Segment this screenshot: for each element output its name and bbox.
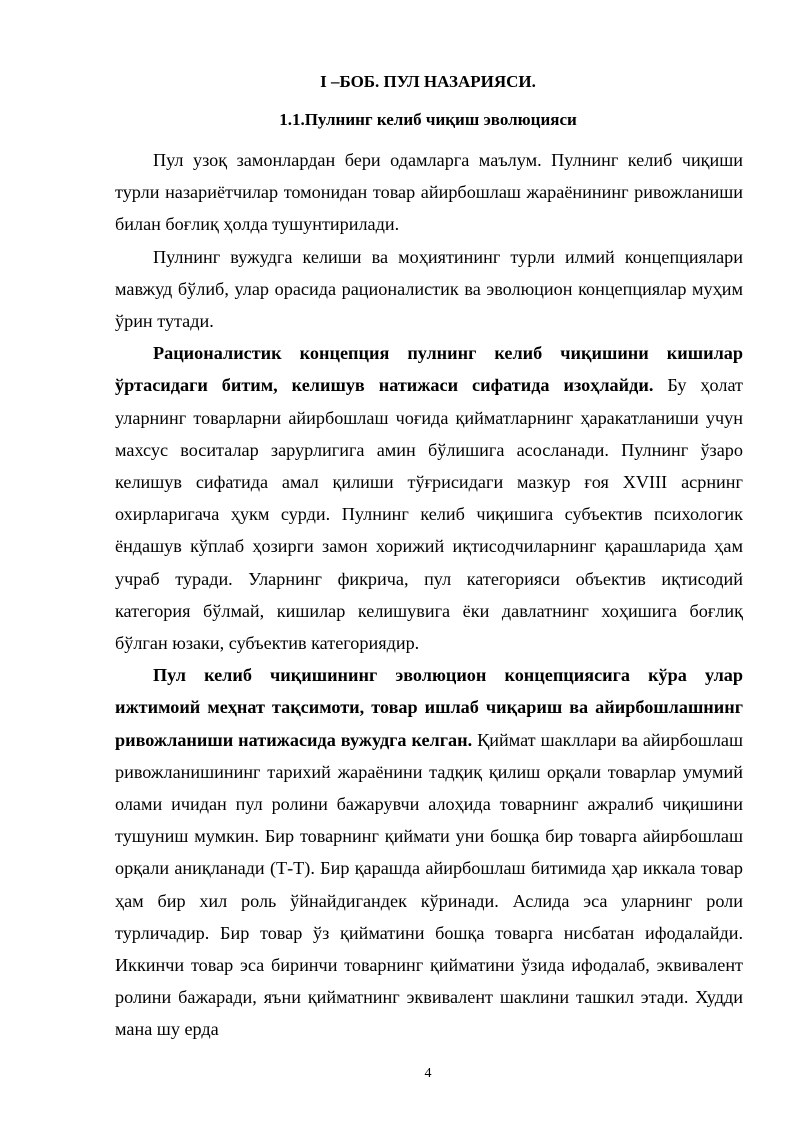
paragraph [115,241,743,338]
paragraph-text: Пул узоқ замонлардан бери одамларга маълум. Пулнинг келиб чиқиши турли назариётчилар томонидан товар айирбошлаш жараёнининг ривожланиши билан боғлиқ ҳолда тушунтирилади. [115,150,743,235]
section-title: 1.1.Пулнинг келиб чиқиш эволюцияси [279,110,577,129]
paragraph-text: Бу ҳолат уларнинг товарларни айирбошлаш чоғида қийматларнинг ҳаракатланиши учун махсус воситалар зарурлигига амин бўлишига асосланади. Пулнинг ўзаро келишув сифатида амал қилиши тўғрисидаги мазкур ғоя XVIII асрнинг охирларигача ҳукм сурди. Пулнинг келиб чиқишига субъектив психологик ёндашув кўплаб ҳозирги замон хорижий иқтисодчиларнинг қарашларида ҳам учраб туради. Уларнинг фикрича, пул категорияси объектив иқтисодий категория бўлмай, кишилар келишувига ёки давлатнинг хоҳишига боғлиқ бўлган юзаки, субъектив категориядир. [115,375,743,654]
paragraph-text: Қиймат шакллари ва айирбошлаш ривожланишининг тарихий жараёнини тадқиқ қилиш орқали товарлар умумий олами ичидан пул ролини бажарувчи алоҳида товарнинг ажралиб чиқишини тушуниш мумкин. Бир товарнинг қиймати уни бошқа бир товарга айирбошлаш орқали аниқланади (Т-Т). Бир қарашда айирбошлаш битимида ҳар иккала товар ҳам бир хил роль ўйнайдигандек кўринади. Аслида эса уларнинг роли турличадир. Бир товар ўз қийматини бошқа товарга нисбатан ифодалайди. Иккинчи товар эса биринчи товарнинг қийматини ўзида ифодалаб, эквивалент ролини бажаради, яъни қийматнинг эквивалент шаклини ташкил этади. Худди мана шу ерда [115,729,743,1040]
chapter-title: I –БОБ. ПУЛ НАЗАРИЯСИ. [320,72,536,91]
paragraph-bold-lead: Пул келиб чиқишининг эволюцион концепциясига кўра улар ижтимоий меҳнат тақсимоти, товар ишлаб чиқариш ва айирбошлашнинг ривожланиши натижасида вужудга келган. [115,665,743,750]
paragraph [115,144,743,241]
page-number: 4 [424,1066,432,1081]
paragraph [115,337,743,659]
paragraph-text: Пулнинг вужудга келиши ва моҳиятининг турли илмий концепциялари мавжуд бўлиб, улар орасида рационалистик ва эволюцион концепциялар муҳим ўрин тутади. [115,246,743,332]
paragraph-bold-lead: Рационалистик концепция пулнинг келиб чиқишини кишилар ўртасидаги битим, келишув натижаси сифатида изоҳлайди. [115,343,743,396]
body-text [115,144,743,1046]
paragraph [115,659,743,1045]
